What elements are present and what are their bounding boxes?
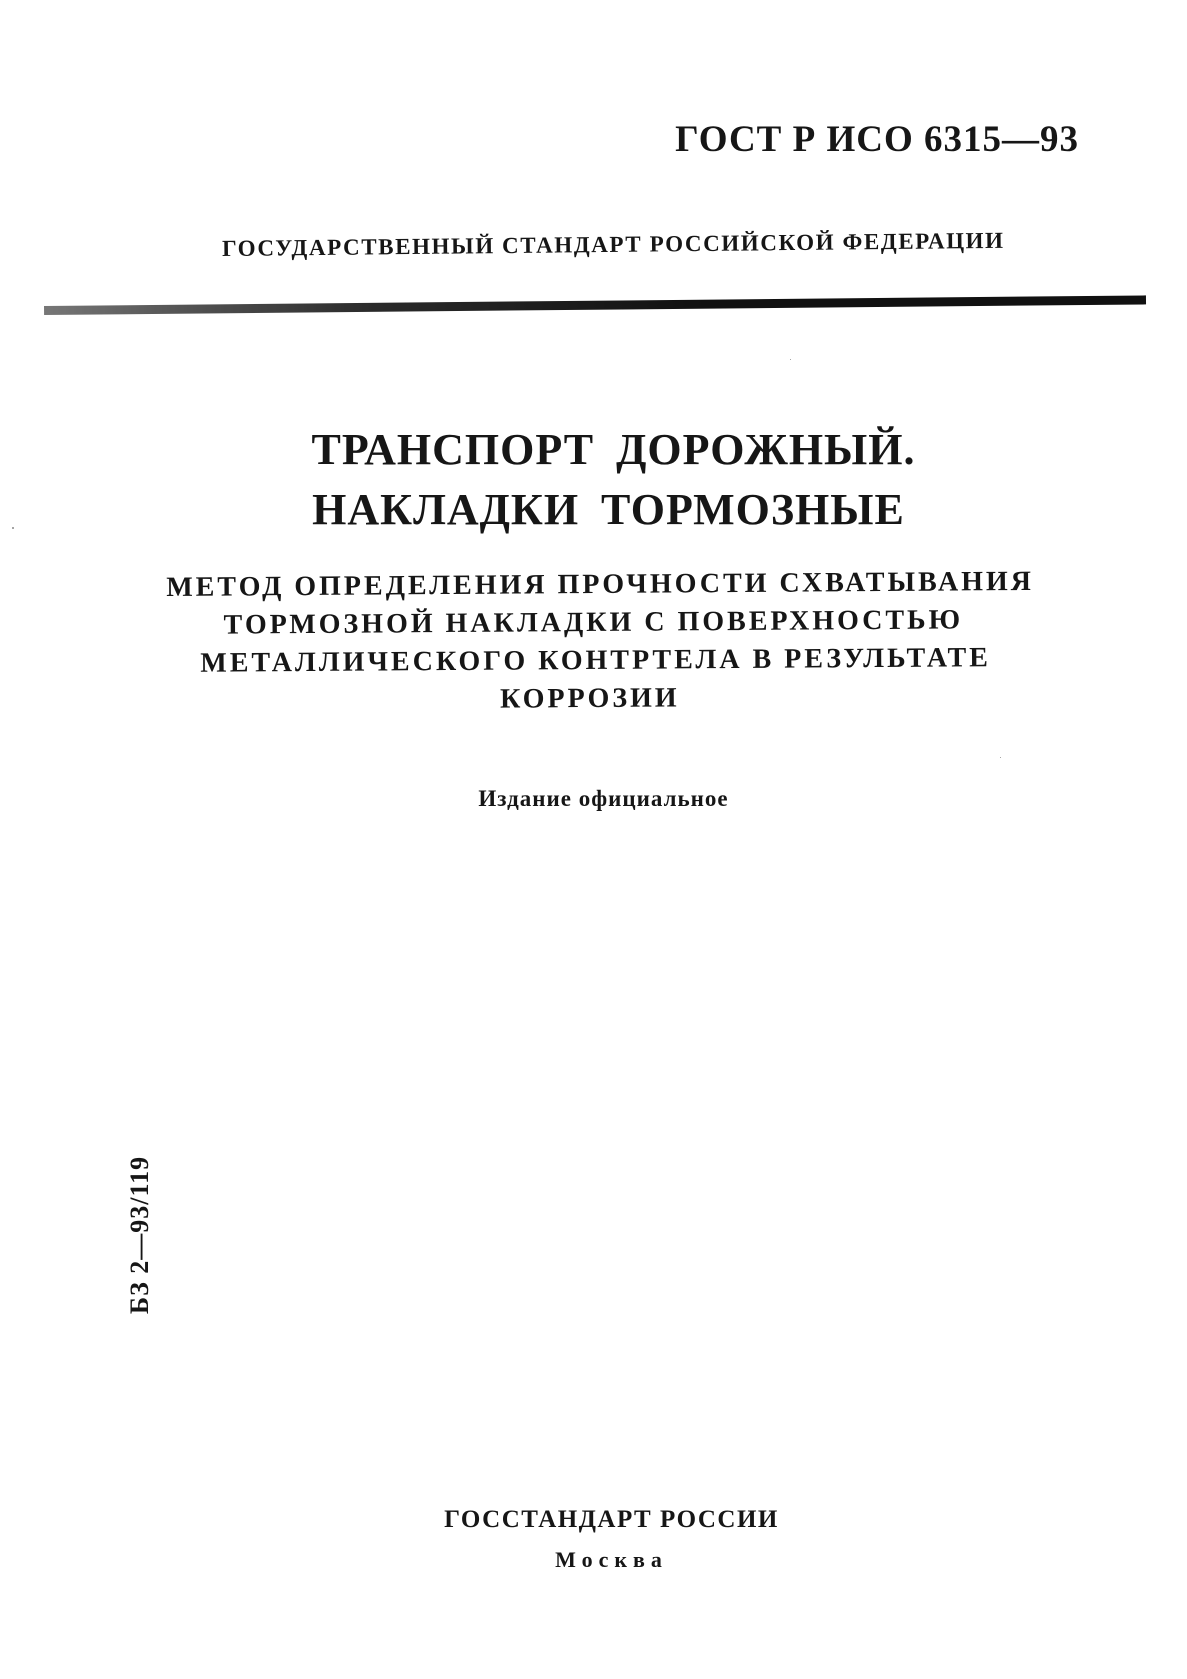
subtitle-line-2: ТОРМОЗНОЙ НАКЛАДКИ С ПОВЕРХНОСТЬЮ (223, 604, 964, 641)
city: Москва (555, 1547, 668, 1572)
document-title (0, 420, 1187, 540)
header-rule-bar (44, 295, 1146, 315)
edition-label: Издание официальное (478, 786, 729, 811)
scan-speck (12, 527, 14, 529)
side-code: БЗ 2—93/119 (125, 1155, 154, 1315)
subtitle-line-3: МЕТАЛЛИЧЕСКОГО КОНТРТЕЛА В РЕЗУЛЬТАТЕ (200, 642, 992, 679)
title-line-2: НАКЛАДКИ ТОРМОЗНЫЕ (312, 485, 905, 534)
document-subtitle (0, 562, 1187, 722)
standard-type: ГОСУДАРСТВЕННЫЙ СТАНДАРТ РОССИЙСКОЙ ФЕДЕРАЦИИ (221, 227, 1005, 261)
header-rule (44, 295, 1146, 306)
subtitle-line-1: МЕТОД ОПРЕДЕЛЕНИЯ ПРОЧНОСТИ СХВАТЫВАНИЯ (166, 565, 1035, 603)
standard-number: ГОСТ Р ИСО 6315—93 (675, 119, 1079, 160)
title-line-1: ТРАНСПОРТ ДОРОЖНЫЙ. (311, 425, 916, 474)
subtitle-line-4: КОРРОЗИИ (500, 682, 680, 715)
scan-speck (1000, 757, 1001, 758)
publisher: ГОССТАНДАРТ РОССИИ (444, 1506, 779, 1533)
scan-speck (790, 359, 791, 360)
